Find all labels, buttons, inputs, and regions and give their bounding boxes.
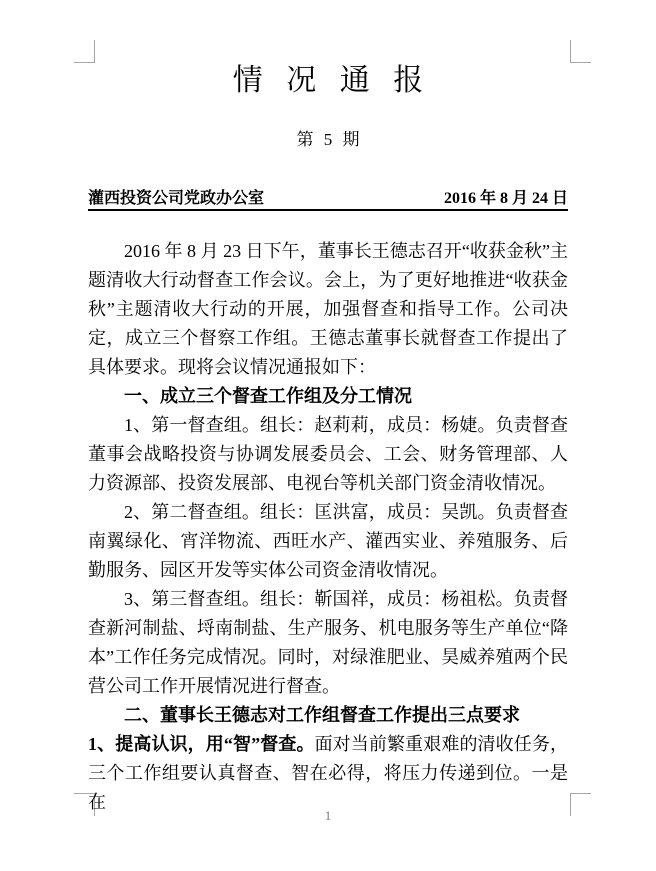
- header-divider: [88, 209, 568, 211]
- issuer-name: 灌西投资公司党政办公室: [88, 190, 265, 207]
- paragraph-intro: 2016 年 8 月 23 日下午，董事长王德志召开“收获金秋”主题清收大行动督查工作会议。会上，为了更好地推进“收获金秋”主题清收大行动的开展，加强督查和指导工作。公司决定，成立三个督察工作组。王德志董事长就督查工作提出了具体要求。现将会议情况通报如下：: [88, 241, 568, 377]
- issue-number: 第 5 期: [296, 130, 363, 149]
- section-heading-2: 二、董事长王德志对工作组督查工作提出三点要求: [124, 705, 520, 725]
- page-number: 1: [324, 808, 332, 823]
- requirement-1-text: 面对当前繁重艰难的清收任务，三个工作组要认真督查、智在必得，将压力传递到位。一是在: [88, 734, 569, 812]
- margin-mark-top-right-icon: [570, 40, 591, 63]
- paragraph-requirement-1: [88, 730, 568, 817]
- paragraph-group-2: 2、第二督查组。组长：匡洪富，成员：吴凯。负责督查南翼绿化、宵洋物流、西旺水产、灌西实业、养殖服务、后勤服务、园区开发等实体公司资金清收情况。: [88, 502, 568, 580]
- issue-date: 2016 年 8 月 24 日: [443, 190, 568, 207]
- document-body: [88, 237, 568, 817]
- paragraph-group-1: 1、第一督查组。组长：赵莉莉，成员：杨婕。负责督查董事会战略投资与协调发展委员会、工会、财务管理部、人力资源部、投资发展部、电视台等机关部门资金清收情况。: [88, 415, 568, 493]
- masthead: [88, 185, 568, 208]
- paragraph-group-3: 3、第三督查组。组长：靳国祥，成员：杨祖松。负责督查新河制盐、埒南制盐、生产服务、机电服务等生产单位“降本”工作任务完成情况。同时，对绿淮肥业、昊威养殖两个民营公司工作开展情况进行督查。: [88, 589, 568, 696]
- page-title: 情 况 通 报: [232, 64, 432, 97]
- section-heading-1: 一、成立三个督查工作组及分工情况: [124, 386, 412, 406]
- requirement-1-lead: 1、提高认识，用“智”督查。: [88, 734, 315, 754]
